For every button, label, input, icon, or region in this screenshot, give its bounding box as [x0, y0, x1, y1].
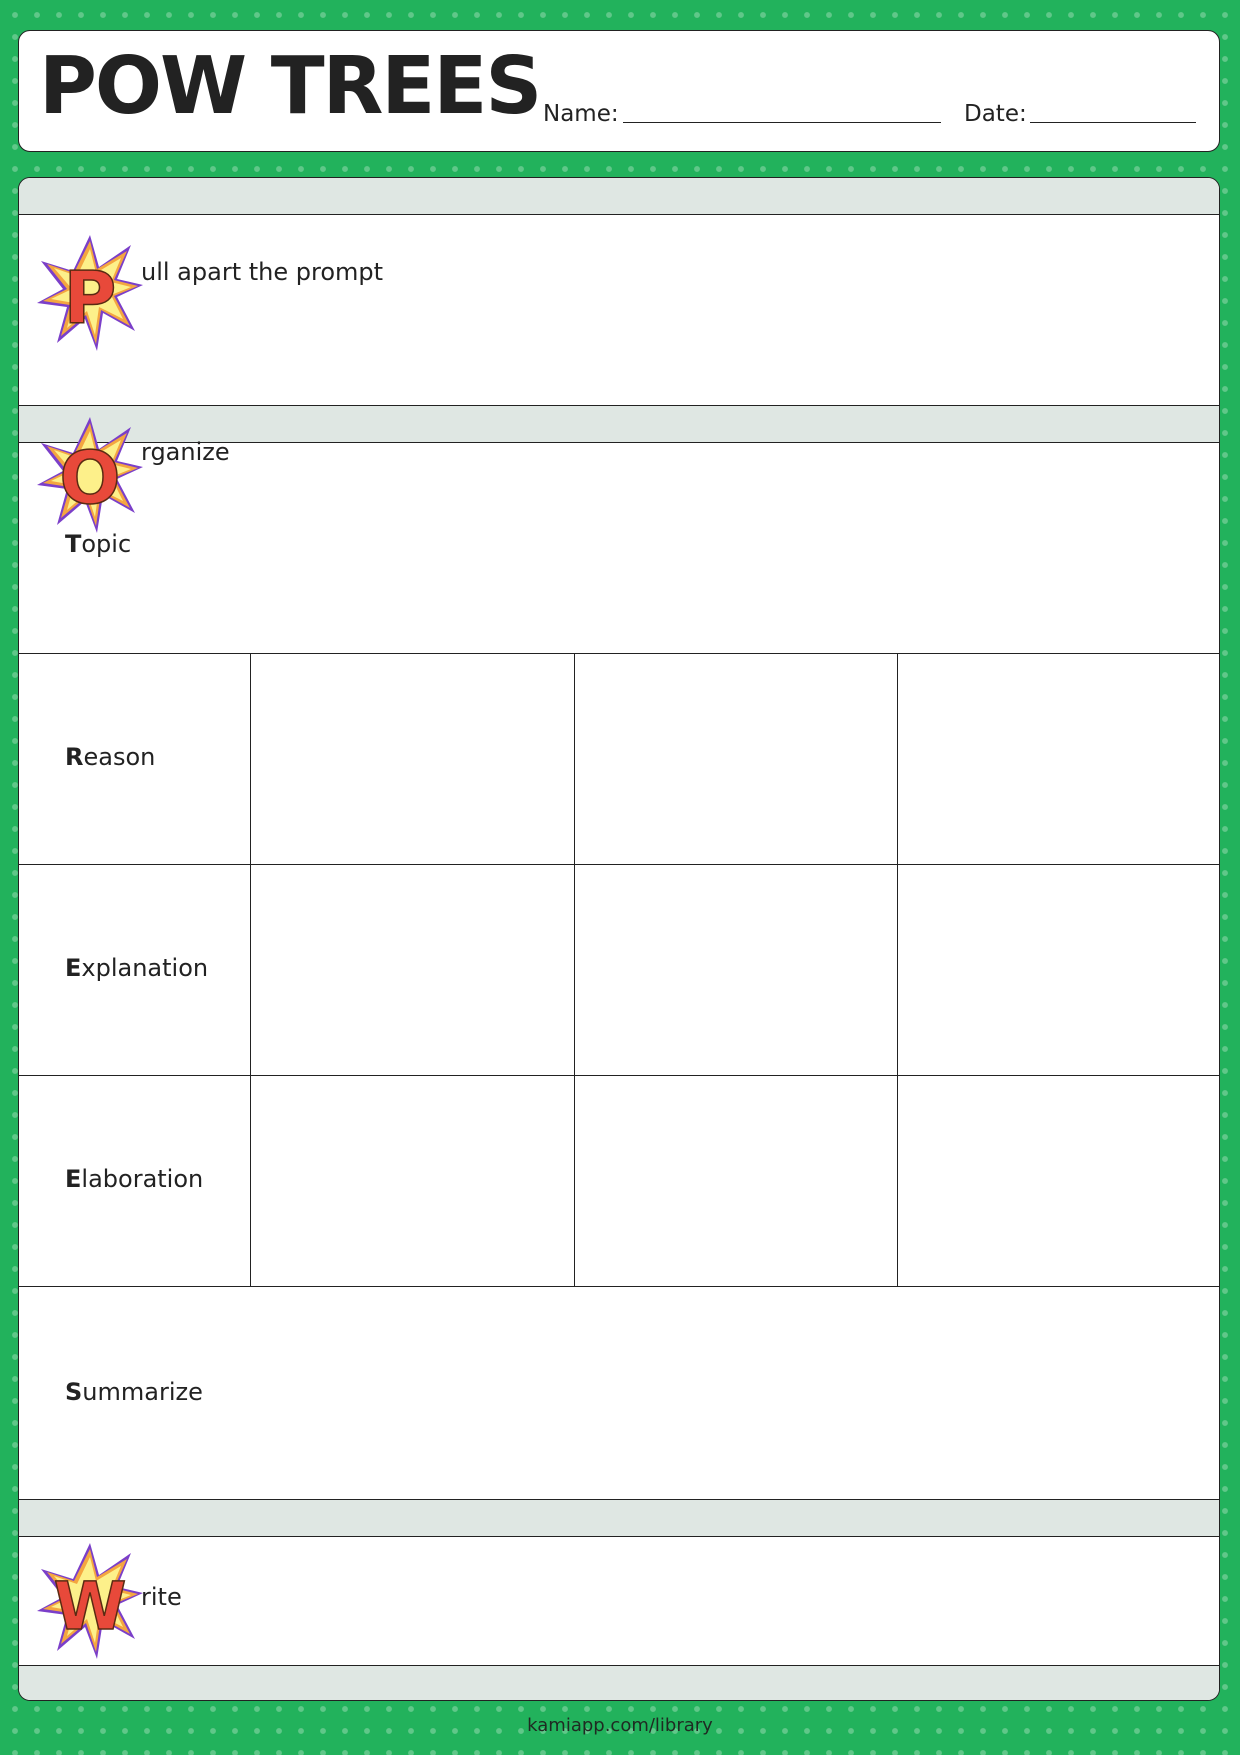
- explanation-cell-1[interactable]: [251, 865, 573, 1075]
- pow-burst-w-icon: [35, 1541, 145, 1661]
- reason-cell-1[interactable]: [251, 654, 573, 864]
- organize-label: rganize: [141, 438, 230, 466]
- divider-band-2: [19, 1500, 1219, 1537]
- pow-burst-p-icon: [35, 233, 145, 353]
- name-label: Name:: [543, 101, 619, 127]
- header-card: [18, 30, 1220, 152]
- top-band: [19, 178, 1219, 215]
- rule: [19, 405, 1219, 406]
- name-field[interactable]: [623, 122, 941, 123]
- rule: [19, 1499, 1219, 1500]
- date-field[interactable]: [1030, 122, 1196, 123]
- reason-cell-2[interactable]: [575, 654, 896, 864]
- summarize-label: Summarize: [65, 1378, 203, 1406]
- pull-apart-label: ull apart the prompt: [141, 258, 384, 286]
- explanation-label: Explanation: [65, 954, 209, 982]
- topic-label: Topic: [65, 530, 132, 558]
- letter-p: P: [63, 256, 117, 340]
- write-area[interactable]: [251, 1537, 1218, 1665]
- explanation-cell-2[interactable]: [575, 865, 896, 1075]
- letter-w: W: [53, 1568, 127, 1645]
- pow-burst-o-icon: [35, 415, 145, 535]
- summarize-area[interactable]: [251, 1287, 1218, 1499]
- page-title: POW TREES: [39, 40, 541, 132]
- pull-apart-area[interactable]: [19, 215, 1218, 405]
- explanation-cell-3[interactable]: [898, 865, 1218, 1075]
- worksheet-card: [18, 177, 1220, 1701]
- elaboration-cell-3[interactable]: [898, 1076, 1218, 1286]
- rule: [19, 1665, 1219, 1666]
- reason-label: Reason: [65, 743, 156, 771]
- elaboration-cell-2[interactable]: [575, 1076, 896, 1286]
- letter-o: O: [59, 436, 121, 520]
- date-label: Date:: [964, 101, 1027, 127]
- elaboration-label: Elaboration: [65, 1165, 204, 1193]
- bottom-band: [19, 1666, 1219, 1701]
- write-label: rite: [141, 1583, 182, 1611]
- footer-link: kamiapp.com/library: [527, 1715, 713, 1736]
- elaboration-cell-1[interactable]: [251, 1076, 573, 1286]
- reason-cell-3[interactable]: [898, 654, 1218, 864]
